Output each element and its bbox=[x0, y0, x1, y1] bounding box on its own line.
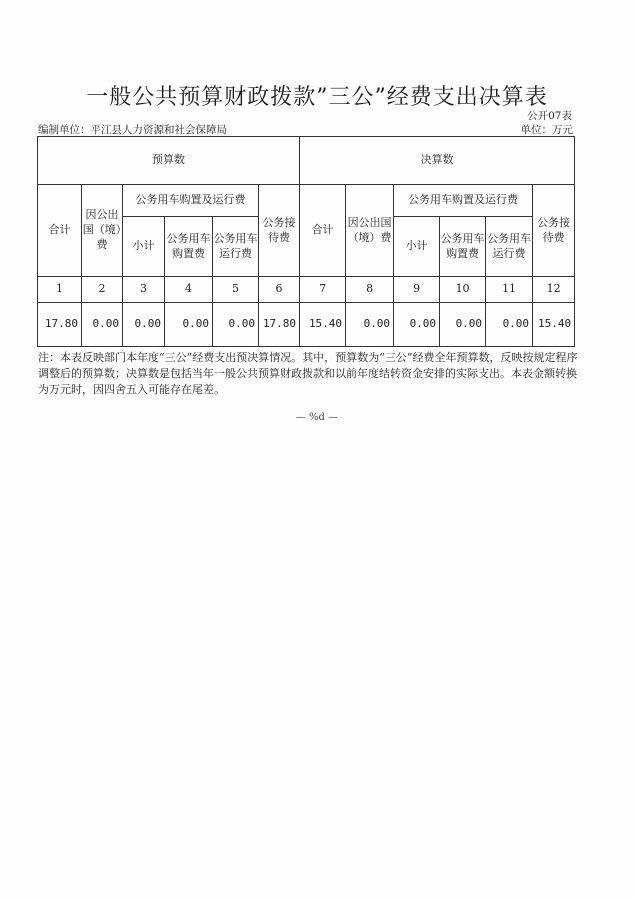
col-vehicle-purchase: 公务用车购置费 bbox=[165, 217, 213, 277]
column-number-row bbox=[38, 277, 575, 303]
col-number: 1 bbox=[38, 277, 82, 303]
value-cell: 15.40 bbox=[300, 303, 346, 347]
col-vehicle-group: 公务用车购置及运行费 bbox=[394, 185, 533, 217]
col-vehicle-group: 公务用车购置及运行费 bbox=[123, 185, 259, 217]
data-row bbox=[38, 303, 575, 347]
col-number: 6 bbox=[259, 277, 300, 303]
value-cell: 17.80 bbox=[38, 303, 82, 347]
value-cell: 0.00 bbox=[394, 303, 440, 347]
value-cell: 15.40 bbox=[533, 303, 575, 347]
value-cell: 0.00 bbox=[440, 303, 486, 347]
value-cell: 0.00 bbox=[123, 303, 165, 347]
value-cell: 0.00 bbox=[165, 303, 213, 347]
value-cell: 0.00 bbox=[346, 303, 394, 347]
col-vehicle-operation: 公务用车运行费 bbox=[486, 217, 533, 277]
col-number: 5 bbox=[213, 277, 259, 303]
value-cell: 0.00 bbox=[486, 303, 533, 347]
col-vehicle-operation: 公务用车运行费 bbox=[213, 217, 259, 277]
col-number: 3 bbox=[123, 277, 165, 303]
value-cell: 17.80 bbox=[259, 303, 300, 347]
unit-label: 单位：万元 bbox=[520, 124, 573, 136]
col-subtotal: 小计 bbox=[394, 217, 440, 277]
value-cell: 0.00 bbox=[82, 303, 123, 347]
col-total: 合计 bbox=[300, 185, 346, 277]
budget-header: 预算数 bbox=[38, 137, 300, 185]
col-number: 10 bbox=[440, 277, 486, 303]
col-number: 12 bbox=[533, 277, 575, 303]
col-abroad: 因公出国（境）费 bbox=[346, 185, 394, 277]
unit-row bbox=[38, 122, 573, 136]
form-code: 公开07表 bbox=[527, 110, 572, 122]
page-title: 一般公共预算财政拨款”三公”经费支出决算表 bbox=[86, 85, 548, 110]
col-number: 11 bbox=[486, 277, 533, 303]
final-header: 决算数 bbox=[300, 137, 575, 185]
col-reception: 公务接待费 bbox=[259, 185, 300, 277]
col-number: 9 bbox=[394, 277, 440, 303]
col-number: 8 bbox=[346, 277, 394, 303]
col-abroad: 因公出国（境）费 bbox=[82, 185, 123, 277]
col-number: 4 bbox=[165, 277, 213, 303]
col-total: 合计 bbox=[38, 185, 82, 277]
value-cell: 0.00 bbox=[213, 303, 259, 347]
col-number: 7 bbox=[300, 277, 346, 303]
footnote: 注：本表反映部门本年度“三公”经费支出预决算情况。其中，预算数为“三公”经费全年预算数，反映按规定程序调整后的预算数；决算数是包括当年一般公共预算财政拨款和以前年度结转资金安排的实际支出。本表金额转换为万元时，因四舍五入可能存在尾差。 bbox=[38, 351, 578, 396]
page-number: — %d — bbox=[295, 412, 339, 423]
org-label: 编制单位：平江县人力资源和社会保障局 bbox=[38, 124, 227, 136]
three-public-expenses-table bbox=[37, 136, 575, 347]
col-subtotal: 小计 bbox=[123, 217, 165, 277]
col-reception: 公务接待费 bbox=[533, 185, 575, 277]
col-number: 2 bbox=[82, 277, 123, 303]
col-vehicle-purchase: 公务用车购置费 bbox=[440, 217, 486, 277]
